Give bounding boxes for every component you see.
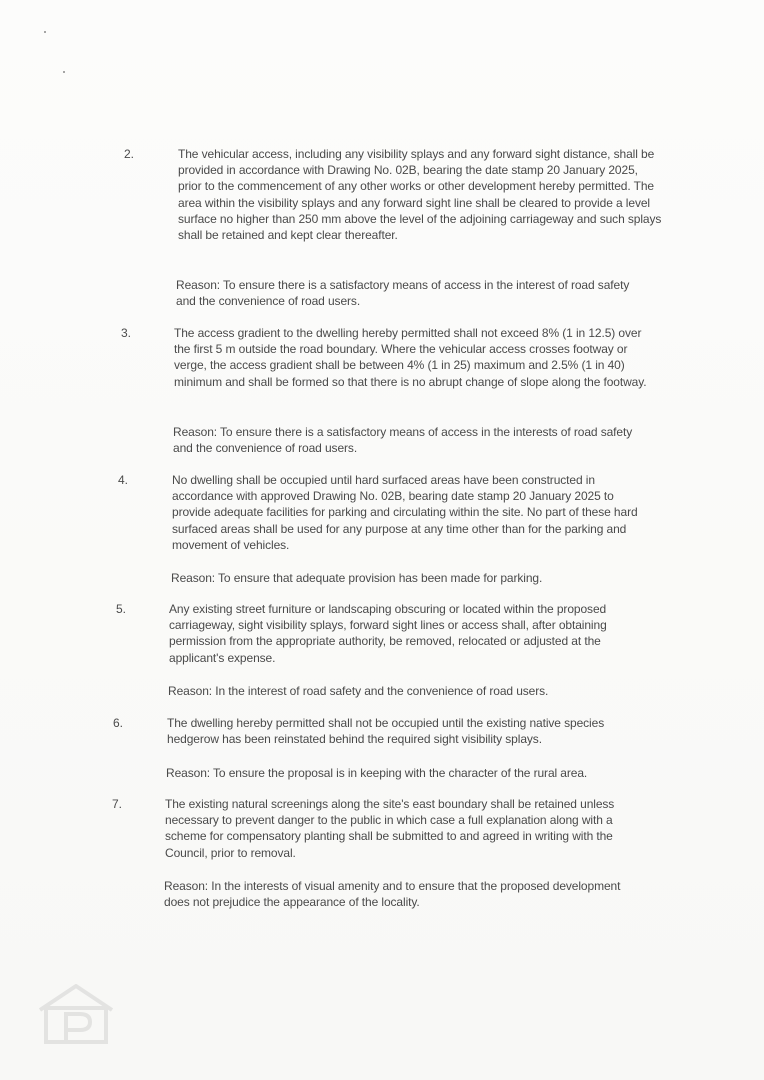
condition-reason: Reason: To ensure there is a satisfactory means of access in the interests of road safety and the convenience of road users. (173, 425, 633, 456)
condition-text: The dwelling hereby permitted shall not be occupied until the existing native species hedgerow has been reinstated behind the required sight visibility splays. (167, 716, 605, 747)
condition-number: 5. (116, 602, 127, 616)
condition-reason: Reason: To ensure the proposal is in keeping with the character of the rural area. (166, 766, 588, 780)
scan-speck (63, 71, 65, 73)
condition-number: 3. (121, 326, 132, 340)
condition-reason: Reason: To ensure there is a satisfactory means of access in the interest of road safety and the convenience of road users. (176, 278, 630, 309)
condition-number: 4. (118, 473, 129, 487)
condition-text: No dwelling shall be occupied until hard surfaced areas have been constructed in accordance with approved Drawing No. 02B, bearing date stamp 20 January 2025 to provide adequate facilities for parking and circulating within the site. No part of these hard surfaced areas shall be used for any purpose at any time other than for the parking and movement of vehicles. (172, 473, 638, 552)
condition-text: The access gradient to the dwelling hereby permitted shall not exceed 8% (1 in 12.5) over the first 5 m outside the road boundary. Where the vehicular access crosses footway or verge, the access gradient shall be between 4% (1 in 25) maximum and 2.5% (1 in 40) minimum and shall be formed so that there is no abrupt change of slope along the footway. (174, 326, 647, 389)
condition-text: The vehicular access, including any visibility splays and any forward sight distance, shall be provided in accordance with Drawing No. 02B, bearing the date stamp 20 January 2025, prior to the commencement of any other works or other development hereby permitted. The area within the visibility splays and any forward sight line shall be cleared to provide a level surface no higher than 250 mm above the level of the adjoining carriageway and such splays shall be retained and kept clear thereafter. (178, 147, 662, 243)
condition-reason: Reason: To ensure that adequate provision has been made for parking. (171, 571, 543, 585)
condition-number: 2. (124, 147, 135, 161)
condition-number: 7. (112, 797, 123, 811)
condition-text: The existing natural screenings along the site's east boundary shall be retained unless necessary to prevent danger to the public in which case a full explanation along with a scheme for compensatory planting shall be submitted to and agreed in writing with the Council, prior to removal. (165, 797, 615, 860)
condition-reason: Reason: In the interests of visual amenity and to ensure that the proposed development does not prejudice the appearance of the locality. (164, 879, 621, 910)
condition-number: 6. (113, 716, 124, 730)
condition-text: Any existing street furniture or landscaping obscuring or located within the proposed carriageway, sight visibility splays, forward sight lines or access shall, after obtaining permission from the appropriate authority, be removed, relocated or adjusted at the applicant's expense. (169, 602, 607, 665)
condition-reason: Reason: In the interest of road safety and the convenience of road users. (168, 684, 549, 698)
scan-speck (44, 31, 46, 33)
property-logo-icon (36, 982, 116, 1044)
